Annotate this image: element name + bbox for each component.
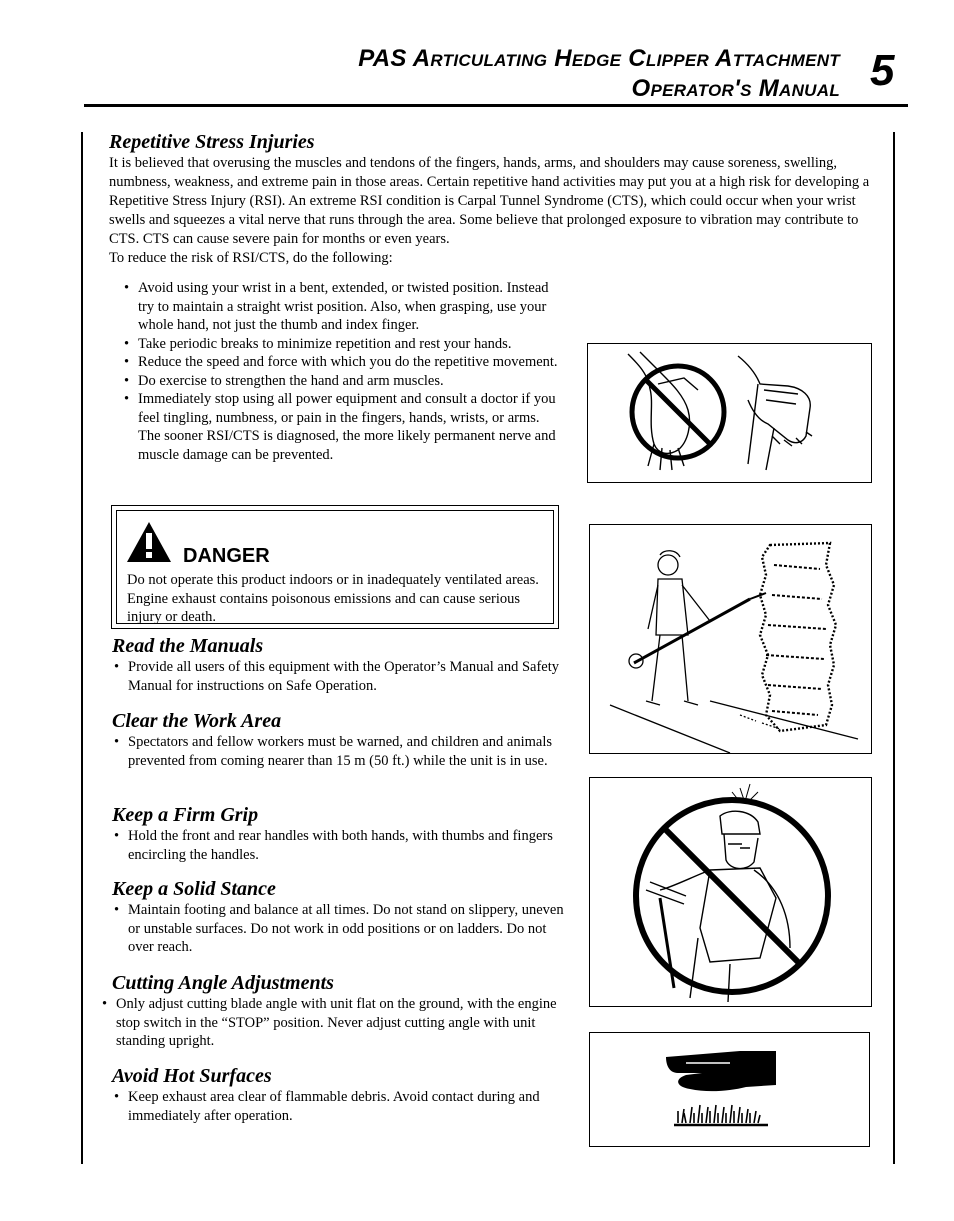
section-heading: Cutting Angle Adjustments xyxy=(112,972,334,994)
section-heading: Keep a Solid Stance xyxy=(112,878,276,900)
list-item: • Avoid using your wrist in a bent, extended, or twisted position. Instead try to maintain a straight wrist position. Also, when grasping, use your whole hand, not just the thumb and index finger. xyxy=(122,279,562,335)
wrist-position-drawing xyxy=(588,344,871,482)
rsi-bullet-list xyxy=(122,279,562,464)
left-margin-rule xyxy=(81,132,83,1164)
manual-title-line1: PAS Articulating Hedge Clipper Attachment xyxy=(358,45,840,72)
rsi-heading: Repetitive Stress Injuries xyxy=(109,131,315,153)
section-heading: Avoid Hot Surfaces xyxy=(112,1065,272,1087)
right-margin-rule xyxy=(893,132,895,1164)
cutting-angle-section xyxy=(112,971,564,1051)
operator-trimming-illustration xyxy=(589,524,872,754)
header-divider xyxy=(84,104,908,107)
operator-trimming-drawing xyxy=(590,525,871,753)
rsi-paragraph: It is believed that overusing the muscles and tendons of the fingers, hands, arms, and shoulders may cause soreness, swelling, numbness, weakness, and extreme pain in those areas. Certain repetitive hand activities may put you at a high risk for developing a Repetitive Stress Injury (RSI). An extreme RSI condition is Carpal Tunnel Syndrome (CTS), which could occur when your wrist swells and squeezes a vital nerve that runs through the area. Some believe that prolonged exposure to vibration may contribute to CTS. CTS can cause severe pain for months or even years. xyxy=(109,155,870,247)
list-item: • Reduce the speed and force with which you do the repetitive movement. xyxy=(122,353,562,372)
list-item: • Provide all users of this equipment with the Operator’s Manual and Safety Manual for instructions on Safe Operation. xyxy=(112,658,564,695)
list-item: • Keep exhaust area clear of flammable debris. Avoid contact during and immediately after operation. xyxy=(112,1088,564,1125)
warning-triangle-icon xyxy=(125,520,173,564)
list-item: • Hold the front and rear handles with both hands, with thumbs and fingers encircling the handles. xyxy=(112,827,564,864)
list-item: • Immediately stop using all power equipment and consult a doctor if you feel tingling, numbness, or pain in the fingers, hands, wrists, or arms. The sooner RSI/CTS is diagnosed, the more likely permanent nerve and muscle damage can be prevented. xyxy=(122,390,562,464)
section-heading: Keep a Firm Grip xyxy=(112,804,259,826)
list-item: • Only adjust cutting blade angle with unit flat on the ground, with the engine stop switch in the “STOP” position. Never adjust cutting angle with unit standing upright. xyxy=(100,995,564,1051)
clear-work-area-section xyxy=(112,709,564,770)
wrist-position-illustration xyxy=(587,343,872,483)
list-item: • Spectators and fellow workers must be warned, and children and animals prevented from coming nearer than 15 m (50 ft.) while the unit is in use. xyxy=(112,733,564,770)
list-item: • Do exercise to strengthen the hand and arm muscles. xyxy=(122,372,562,391)
ladder-prohibition-drawing xyxy=(590,778,871,1006)
solid-stance-section xyxy=(112,877,564,957)
list-item: • Maintain footing and balance at all times. Do not stand on slippery, uneven or unstable surfaces. Do not work in odd positions or on ladders. Do not over reach. xyxy=(112,901,564,957)
manual-title xyxy=(358,44,840,104)
ladder-prohibition-illustration xyxy=(589,777,872,1007)
section-heading: Read the Manuals xyxy=(112,635,264,657)
hand-over-heat-drawing xyxy=(590,1033,869,1146)
page-number: 5 xyxy=(870,46,895,95)
danger-callout xyxy=(111,505,559,629)
rsi-lead: To reduce the risk of RSI/CTS, do the following: xyxy=(109,250,393,266)
read-manuals-section xyxy=(112,634,564,695)
manual-title-line2: Operator's Manual xyxy=(631,75,840,102)
section-heading: Clear the Work Area xyxy=(112,710,282,732)
hot-surfaces-section xyxy=(112,1064,564,1125)
list-item: • Take periodic breaks to minimize repetition and rest your hands. xyxy=(122,335,562,354)
danger-text: Do not operate this product indoors or in inadequately ventilated areas. Engine exhaust contains poisonous emissions and can cause serious injury or death. xyxy=(127,572,539,625)
hot-surface-illustration xyxy=(589,1032,870,1147)
rsi-section xyxy=(109,130,874,268)
danger-label: DANGER xyxy=(183,545,270,567)
firm-grip-section xyxy=(112,803,564,864)
